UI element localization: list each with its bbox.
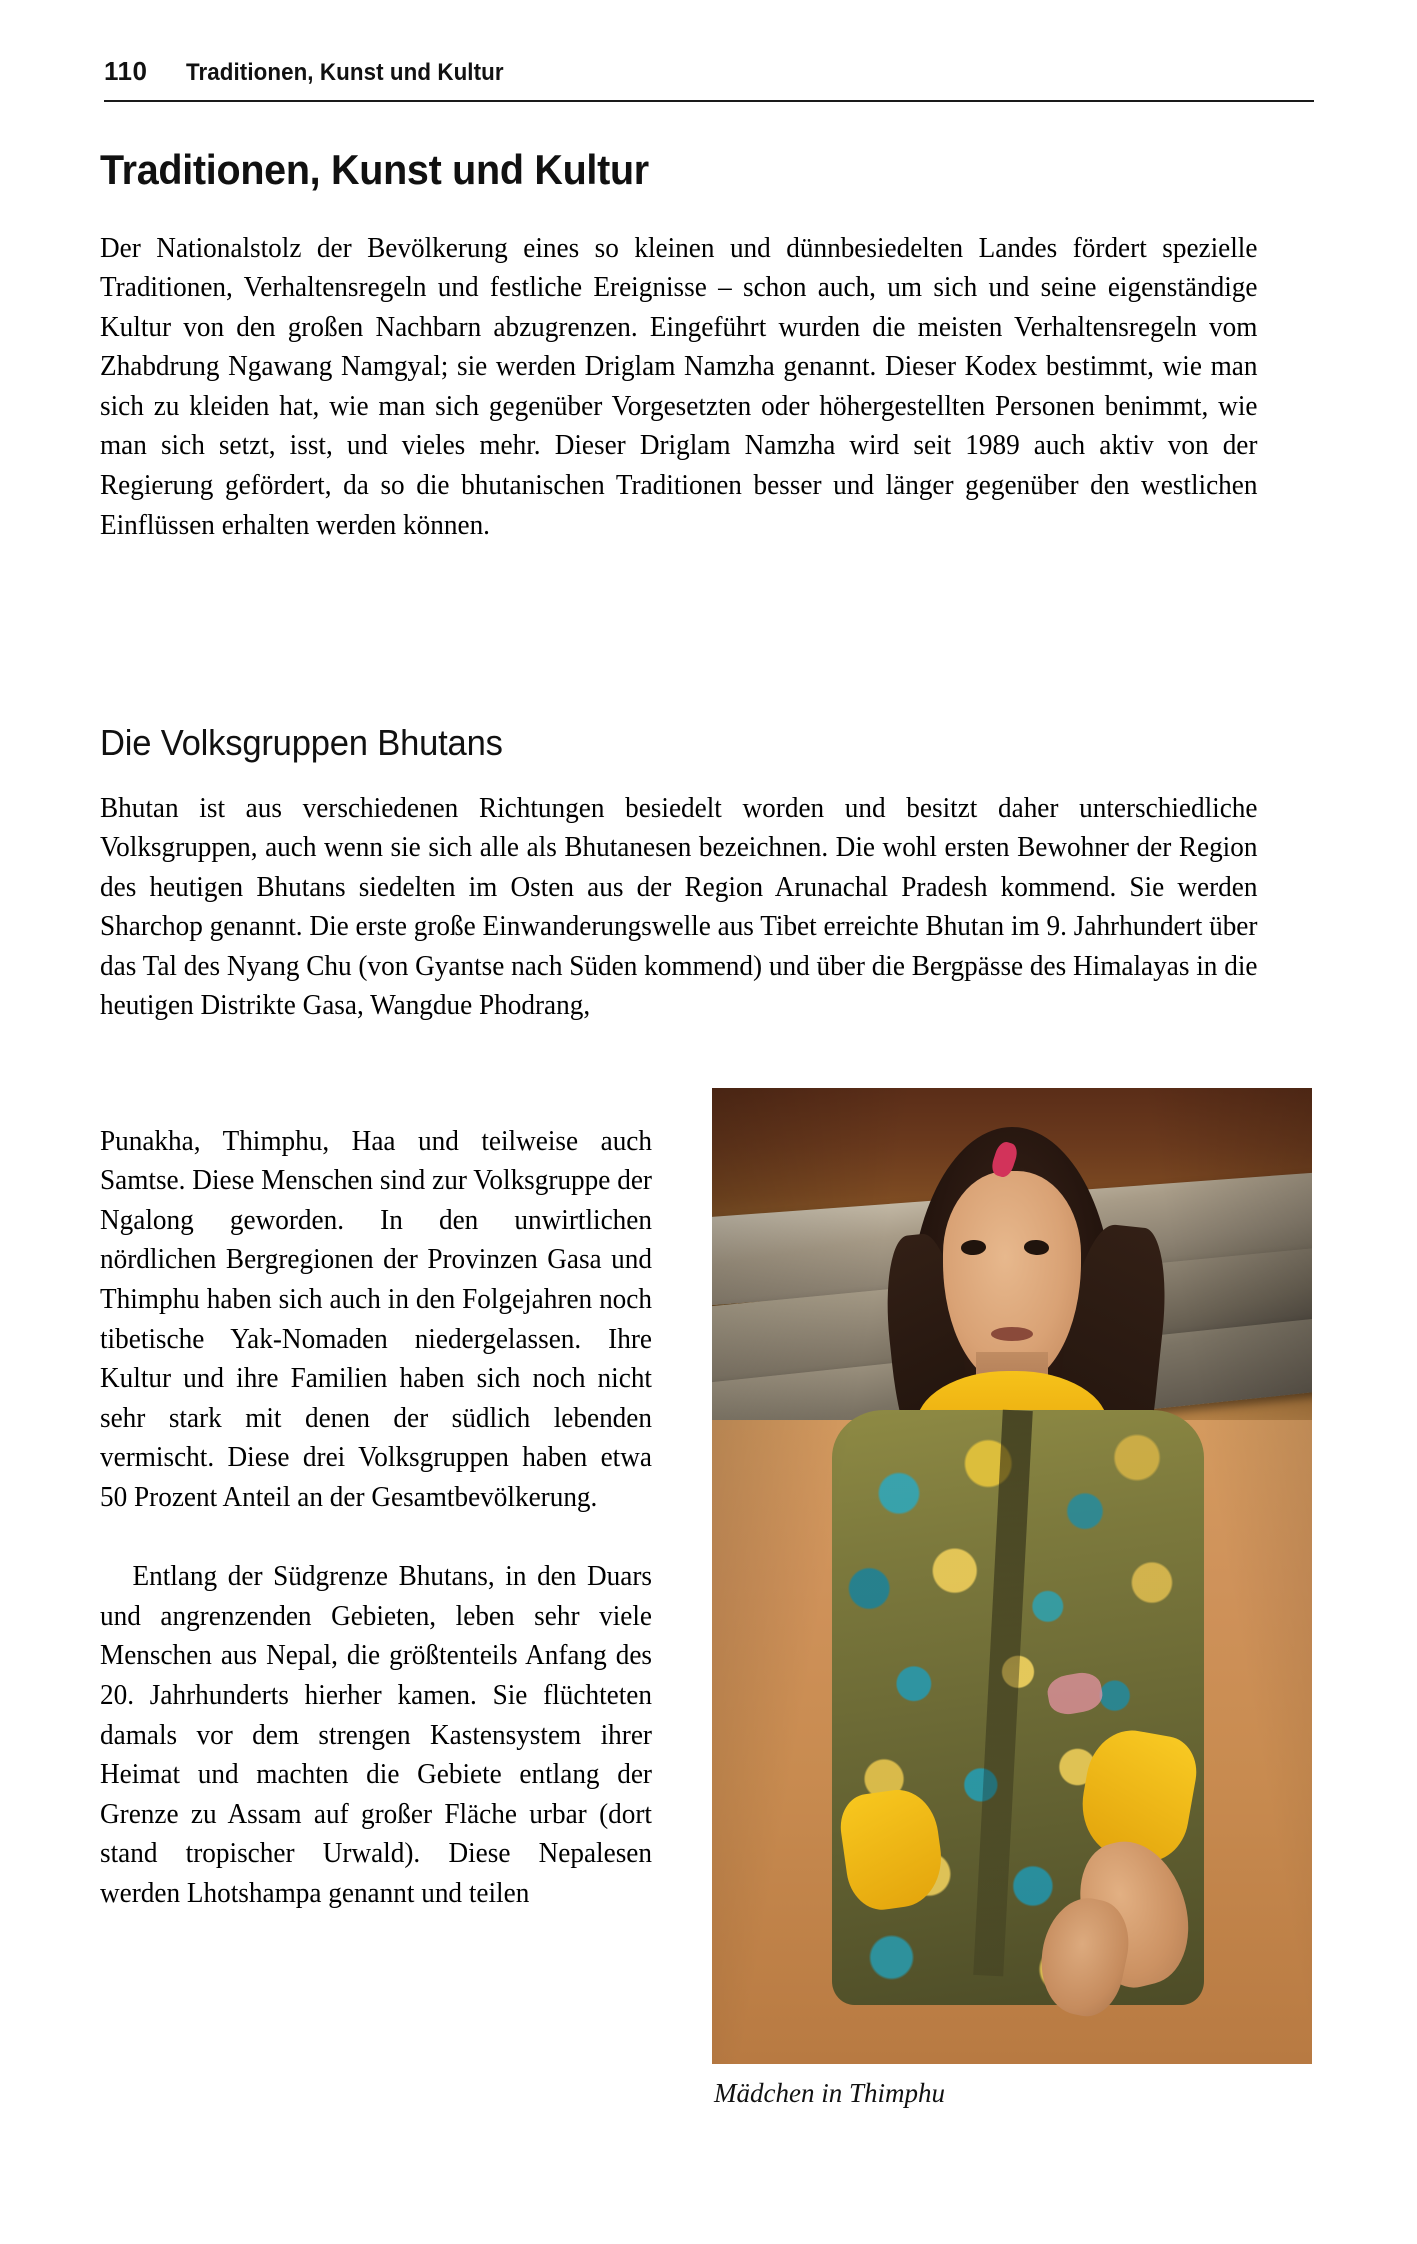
running-head-title: Traditionen, Kunst und Kultur bbox=[186, 59, 504, 86]
paragraph-bhutan-wide: Bhutan ist aus verschiedenen Richtungen besiedelt worden und besitzt daher unterschiedliche Volksgruppen, auch wenn sie sich alle als Bhutanesen bezeichnen. Die wohl ersten Bewohner der Region des heutigen Bhutans siedelten im Osten aus der Region Arunachal Pradesh kommend. Sie werden Sharchop genannt. Die erste große Einwanderungswelle aus Tibet erreichte Bhutan im 9. Jahrhundert über das Tal des Nyang Chu (von Gyantse nach Süden kommend) und über die Bergpässe des Himalayas in die heutigen Distrikte Gasa, Wangdue Phodrang, bbox=[100, 792, 1258, 1022]
header-divider bbox=[104, 100, 1314, 102]
figure-photo bbox=[712, 1088, 1312, 2064]
page-number: 110 bbox=[104, 56, 148, 86]
paragraph-nepal-narrow: Entlang der Südgrenze Bhutans, in den Duars und angrenzenden Gebieten, leben sehr viele Menschen aus Nepal, die größtenteils Anfang des 20. Jahrhunderts hierher kamen. Sie flüchteten damals vor dem strengen Kastensystem ihrer Heimat und machten die Gebiete entlang der Grenze zu Assam auf großer Fläche urbar (dort stand tropischer Urwald). Diese Nepalesen werden Lhotshampa genannt und teilen bbox=[100, 1561, 652, 1909]
running-head bbox=[104, 56, 1312, 96]
figure-caption: Mädchen in Thimphu bbox=[714, 2078, 945, 2108]
paragraph-intro: Der Nationalstolz der Bevölkerung eines so kleinen und dünnbesiedelten Landes fördert spezielle Traditionen, Verhaltensregeln und festliche Ereignisse – schon auch, um sich und seine eigenständige Kultur von den großen Nachbarn abzugrenzen. Eingeführt wurden die meisten Verhaltensregeln vom Zhabdrung Ngawang Namgyal; sie werden Driglam Namzha genannt. Dieser Kodex bestimmt, wie man sich zu kleiden hat, wie man sich gegenüber Vorgesetzten oder höhergestellten Personen benimmt, wie man sich setzt, isst, und vieles mehr. Dieser Driglam Namzha wird seit 1989 auch aktiv von der Regierung gefördert, da so die bhutanischen Traditionen besser und länger gegenüber den westlichen Einflüssen erhalten werden können. bbox=[100, 232, 1258, 541]
text-column-beside-figure bbox=[100, 1082, 652, 1953]
section-heading-volksgruppen: Die Volksgruppen Bhutans bbox=[100, 721, 503, 763]
page-title: Traditionen, Kunst und Kultur bbox=[100, 146, 649, 194]
paragraph-bhutan-narrow: Punakha, Thimphu, Haa und teilweise auch Samtse. Diese Menschen sind zur Volksgruppe der Ngalong geworden. In den unwirtlichen nördlichen Bergregionen der Provinzen Gasa und Thimphu haben sich auch in den Folgejahren noch tibetische Yak-Nomaden niedergelassen. Ihre Kultur und ihre Familien haben sich noch nicht sehr stark mit denen der südlich lebenden vermischt. Diese drei Volksgruppen haben etwa 50 Prozent Anteil an der Gesamtbevölkerung. bbox=[100, 1125, 652, 1513]
photo-mouth bbox=[991, 1327, 1033, 1341]
